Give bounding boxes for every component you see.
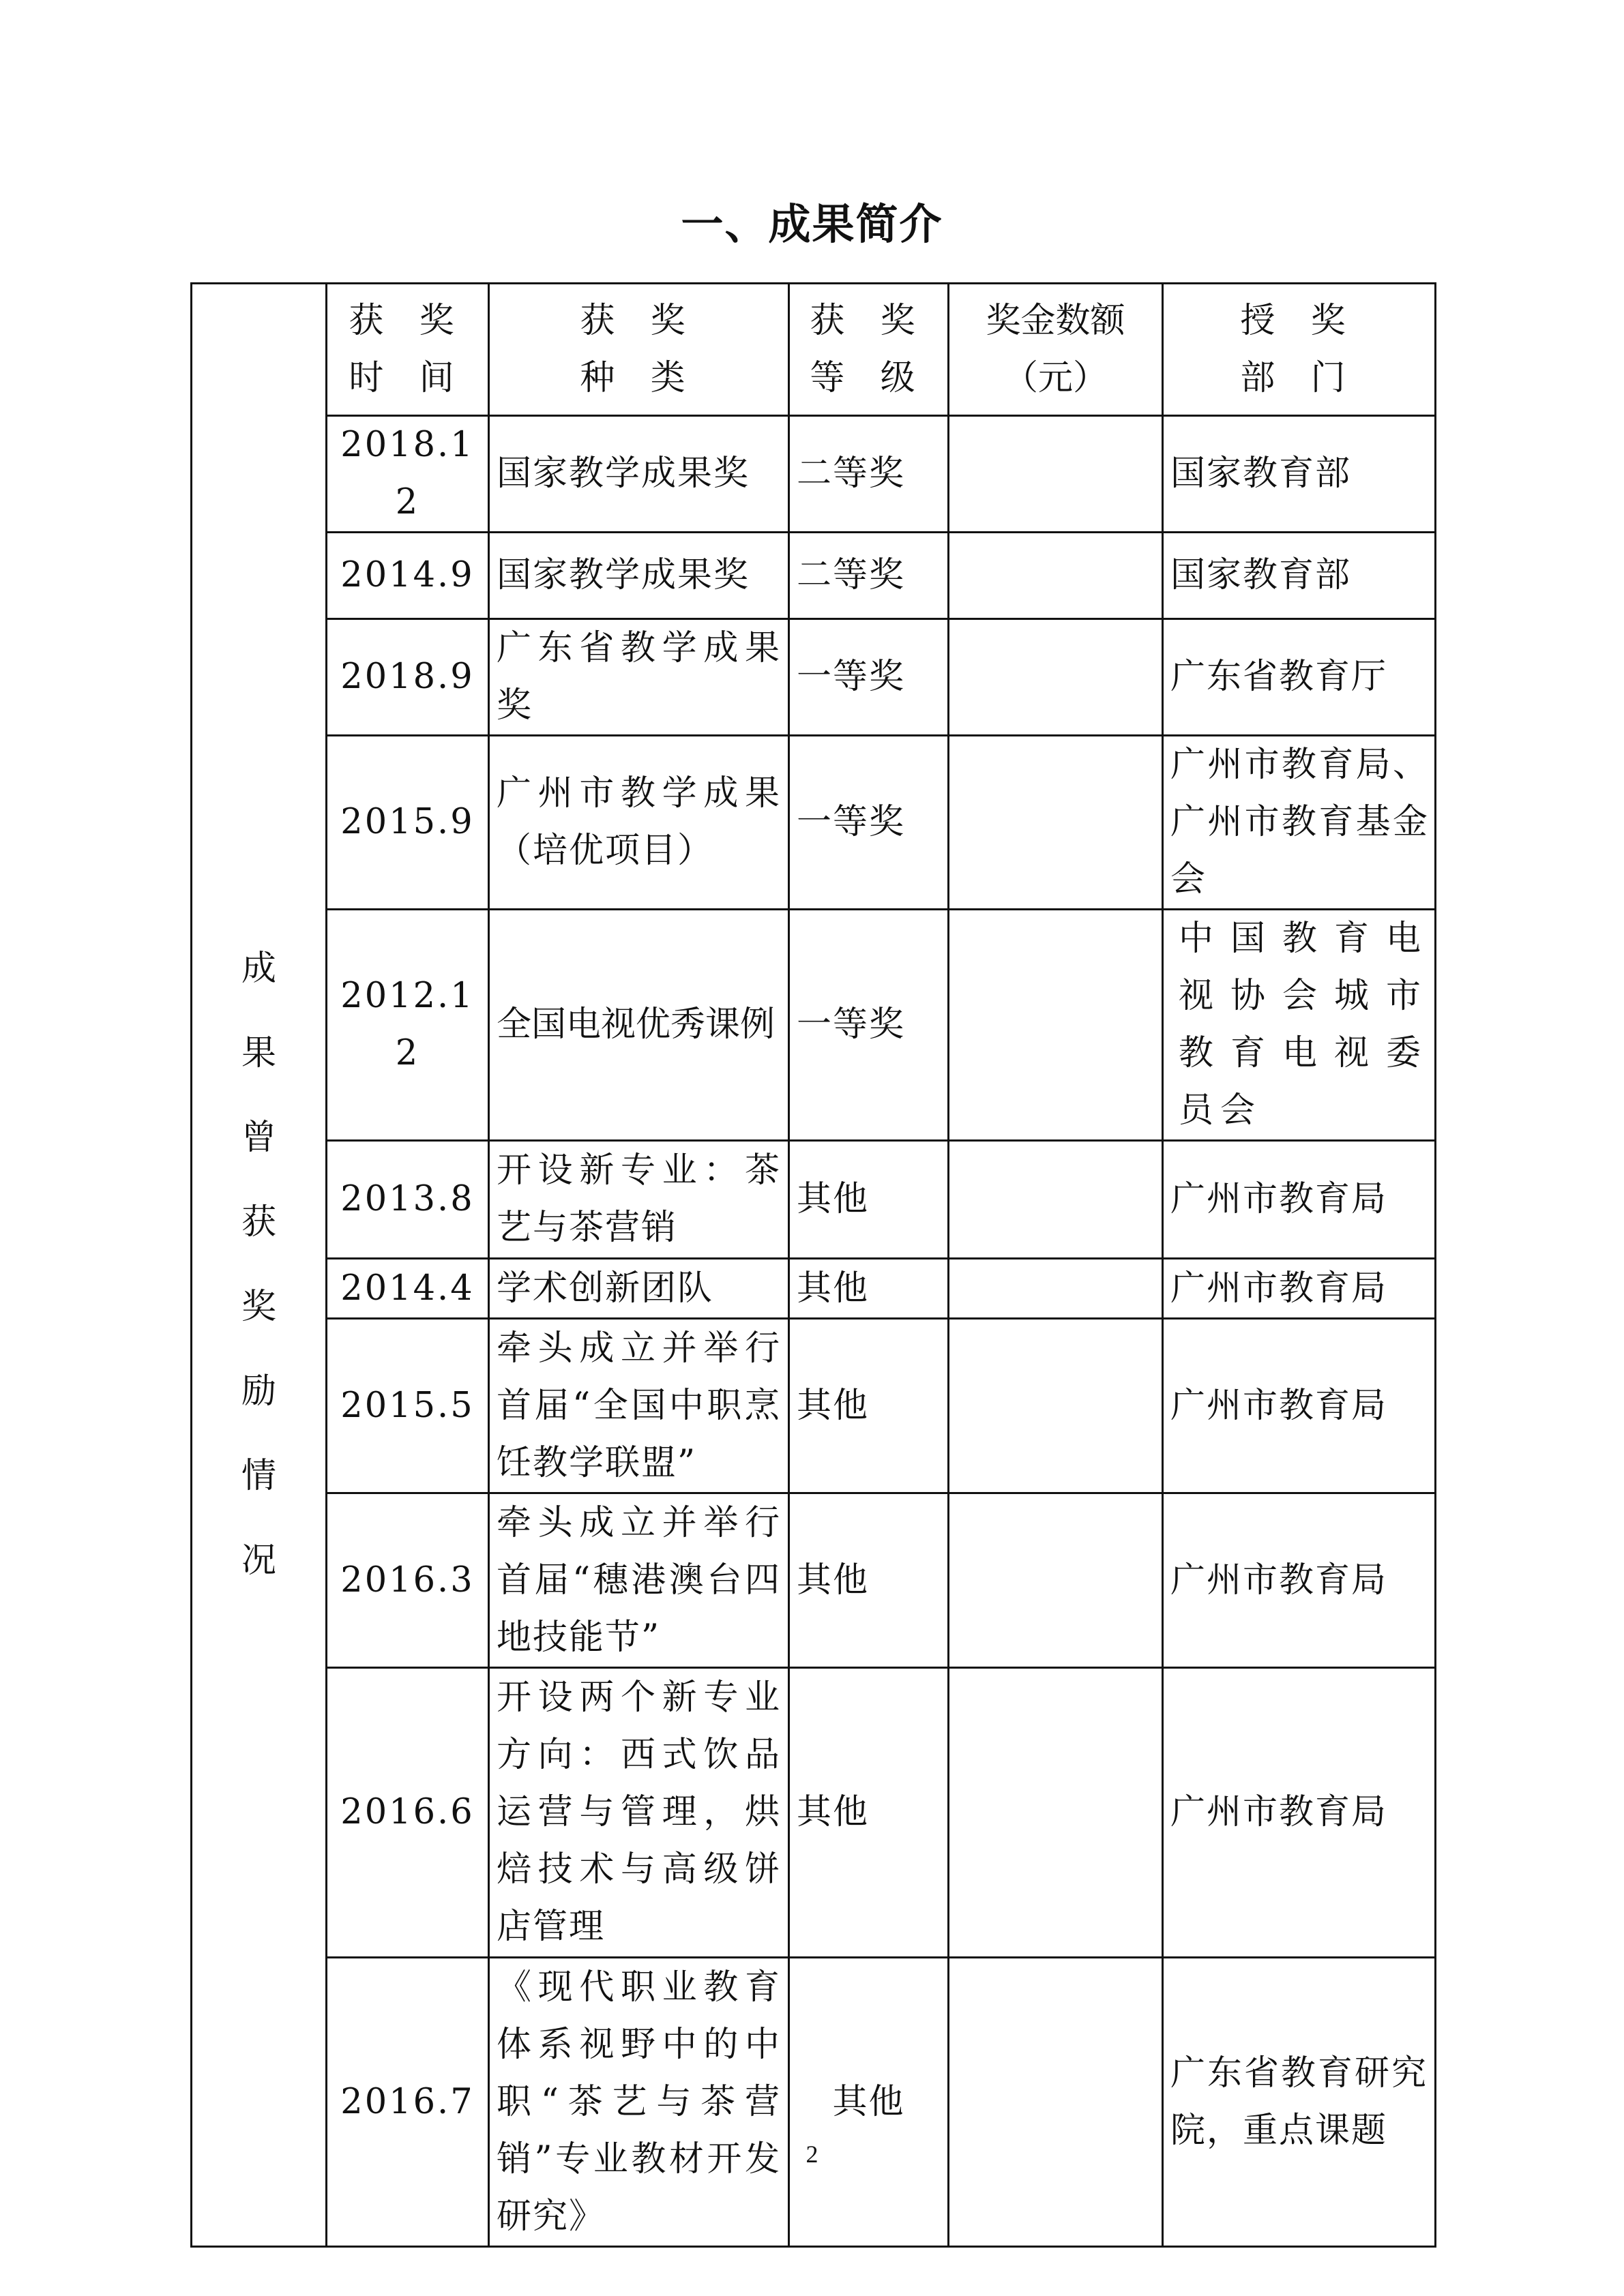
- cell-grade: 一等奖: [789, 619, 949, 736]
- header-row: [192, 284, 1436, 416]
- cell-dept: 广州市教育局: [1163, 1141, 1436, 1259]
- header-time-line1: 获 奖: [349, 300, 467, 341]
- table-row: [192, 736, 1436, 910]
- cell-time: 2018.12: [327, 416, 489, 533]
- cell-kind: 全国电视优秀课例: [489, 910, 789, 1141]
- section-label: 成果曾获奖励情况: [241, 949, 276, 1581]
- cell-dept: 广州市教育局: [1163, 1493, 1436, 1668]
- header-dept: [1163, 284, 1436, 416]
- section-label-cell: [192, 284, 327, 2247]
- cell-money: [949, 619, 1163, 736]
- cell-kind: 《现代职业教育体系视野中的中职“茶艺与茶营销”专业教材开发研究》: [489, 1958, 789, 2247]
- awards-table: [190, 282, 1436, 2248]
- table-row: [192, 1141, 1436, 1259]
- header-grade: [789, 284, 949, 416]
- table-row: [192, 1319, 1436, 1493]
- cell-grade: 二等奖: [789, 416, 949, 533]
- header-kind-line2: 种 类: [580, 357, 698, 398]
- cell-time: 2014.9: [327, 533, 489, 619]
- header-time-line2: 时 间: [349, 357, 467, 398]
- cell-kind: 学术创新团队: [489, 1259, 789, 1319]
- cell-time: 2015.9: [327, 736, 489, 910]
- page-number: 2: [806, 2141, 818, 2168]
- cell-dept: 国家教育部: [1163, 533, 1436, 619]
- cell-grade: 其他: [789, 1493, 949, 1668]
- header-grade-line1: 获 奖: [810, 300, 928, 341]
- cell-kind: 牵头成立并举行首届“全国中职烹饪教学联盟”: [489, 1319, 789, 1493]
- cell-kind: 开设新专业：茶艺与茶营销: [489, 1141, 789, 1259]
- cell-money: [949, 1259, 1163, 1319]
- cell-money: [949, 910, 1163, 1141]
- header-grade-line2: 等 级: [810, 357, 928, 398]
- cell-time: 2015.5: [327, 1319, 489, 1493]
- cell-time: 2016.7: [327, 1958, 489, 2247]
- cell-money: [949, 1319, 1163, 1493]
- table-row: [192, 910, 1436, 1141]
- cell-dept: 广州市教育局: [1163, 1319, 1436, 1493]
- cell-dept: 广州市教育局: [1163, 1668, 1436, 1958]
- cell-grade: 其他: [789, 1668, 949, 1958]
- cell-money: [949, 416, 1163, 533]
- cell-time: 2018.9: [327, 619, 489, 736]
- cell-kind: 牵头成立并举行首届“穗港澳台四地技能节”: [489, 1493, 789, 1668]
- header-money: [949, 284, 1163, 416]
- table-row: [192, 416, 1436, 533]
- cell-kind: 广东省教学成果奖: [489, 619, 789, 736]
- cell-kind: 国家教学成果奖: [489, 416, 789, 533]
- cell-time: 2016.6: [327, 1668, 489, 1958]
- cell-money: [949, 1958, 1163, 2247]
- cell-dept: 中国教育电视协会城市教育电视委员会: [1163, 910, 1436, 1141]
- table-row: [192, 1958, 1436, 2247]
- cell-money: [949, 1668, 1163, 1958]
- cell-kind: 国家教学成果奖: [489, 533, 789, 619]
- cell-dept: 广东省教育研究院，重点课题: [1163, 1958, 1436, 2247]
- cell-grade: 二等奖: [789, 533, 949, 619]
- table-row: [192, 1493, 1436, 1668]
- cell-time: 2014.4: [327, 1259, 489, 1319]
- cell-dept: 广东省教育厅: [1163, 619, 1436, 736]
- cell-grade: 其他: [789, 1319, 949, 1493]
- table-row: [192, 619, 1436, 736]
- header-money-line2: （元）: [1003, 357, 1108, 398]
- cell-grade: 一等奖: [789, 736, 949, 910]
- header-kind-line1: 获 奖: [580, 300, 698, 341]
- cell-kind: 广州市教学成果（培优项目）: [489, 736, 789, 910]
- header-dept-line1: 授 奖: [1240, 300, 1358, 341]
- cell-money: [949, 1493, 1163, 1668]
- cell-money: [949, 736, 1163, 910]
- cell-grade: 其他: [789, 1958, 949, 2247]
- cell-dept: 国家教育部: [1163, 416, 1436, 533]
- cell-kind: 开设两个新专业方向：西式饮品运营与管理，烘焙技术与高级饼店管理: [489, 1668, 789, 1958]
- cell-time: 2012.12: [327, 910, 489, 1141]
- header-kind: [489, 284, 789, 416]
- header-time: [327, 284, 489, 416]
- cell-dept: 广州市教育局: [1163, 1259, 1436, 1319]
- table-row: [192, 1259, 1436, 1319]
- cell-dept: 广州市教育局、广州市教育基金会: [1163, 736, 1436, 910]
- header-money-line1: 奖金数额: [986, 300, 1125, 341]
- header-dept-line2: 部 门: [1240, 357, 1358, 398]
- cell-time: 2013.8: [327, 1141, 489, 1259]
- cell-money: [949, 533, 1163, 619]
- table-row: [192, 533, 1436, 619]
- cell-grade: 其他: [789, 1259, 949, 1319]
- cell-grade: 一等奖: [789, 910, 949, 1141]
- cell-grade: 其他: [789, 1141, 949, 1259]
- cell-money: [949, 1141, 1163, 1259]
- table-row: [192, 1668, 1436, 1958]
- cell-time: 2016.3: [327, 1493, 489, 1668]
- page-title: 一、成果简介: [681, 199, 943, 249]
